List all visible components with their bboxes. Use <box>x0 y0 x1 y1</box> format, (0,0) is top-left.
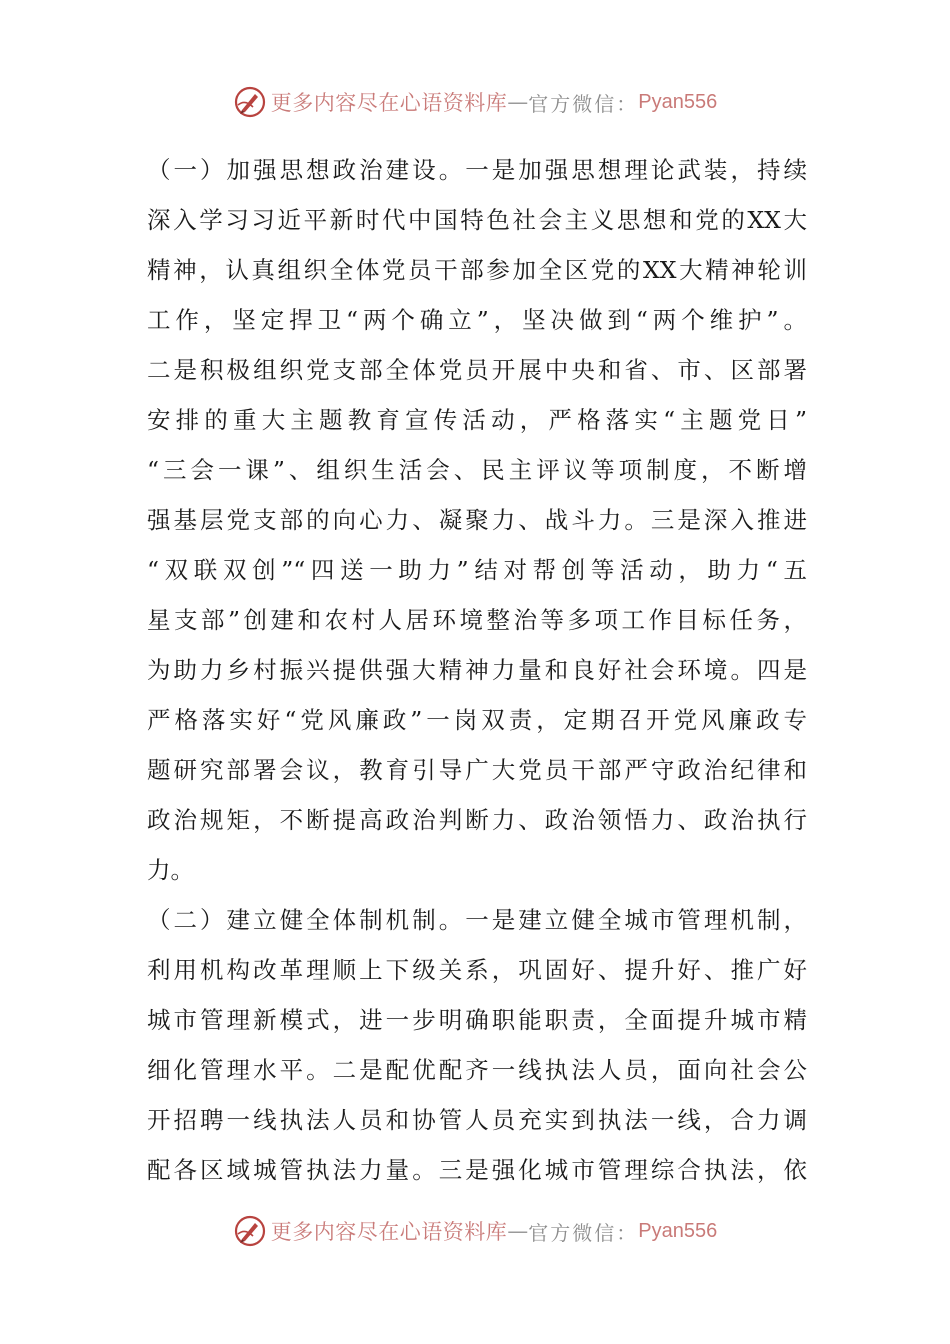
pen-logo-icon <box>233 85 267 119</box>
pen-logo-icon <box>233 1214 267 1248</box>
body-line: 配各区域城管执法力量。三是强化城市管理综合执法，依 <box>147 1156 807 1184</box>
body-line: 开招聘一线执法人员和协管人员充实到执法一线，合力调 <box>147 1106 807 1134</box>
banner-separator: — <box>507 90 529 114</box>
body-line: 细化管理水平。二是配优配齐一线执法人员，面向社会公 <box>147 1056 807 1084</box>
document-body <box>147 145 807 1195</box>
body-line: “三会一课”、组织生活会、民主评议等项制度，不断增 <box>147 456 807 484</box>
body-line: （一）加强思想政治建设。一是加强思想理论武装，持续 <box>147 156 807 184</box>
body-line: 安排的重大主题教育宣传活动，严格落实“主题党日” <box>147 406 807 434</box>
banner-wechat-label: 官方微信： <box>528 91 639 116</box>
header-banner <box>0 78 950 126</box>
banner-wechat-id: Pyan556 <box>638 90 718 113</box>
body-line: （二）建立健全体制机制。一是建立健全城市管理机制， <box>147 906 807 934</box>
banner-title: 更多内容尽在心语资料库 <box>270 1220 508 1244</box>
body-line: 政治规矩，不断提高政治判断力、政治领悟力、政治执行 <box>147 806 807 834</box>
body-line: 为助力乡村振兴提供强大精神力量和良好社会环境。四是 <box>147 656 807 684</box>
banner-wechat-id: Pyan556 <box>638 1219 718 1242</box>
body-line: 深入学习习近平新时代中国特色社会主义思想和党的XX大 <box>147 206 807 234</box>
body-line: 星支部”创建和农村人居环境整治等多项工作目标任务， <box>147 606 807 634</box>
body-line: 工作，坚定捍卫“两个确立”，坚决做到“两个维护”。 <box>147 306 807 334</box>
footer-banner <box>0 1207 950 1255</box>
body-line: 二是积极组织党支部全体党员开展中央和省、市、区部署 <box>147 356 807 384</box>
banner-separator: — <box>507 1219 529 1243</box>
banner-title: 更多内容尽在心语资料库 <box>270 91 508 115</box>
body-line: 严格落实好“党风廉政”一岗双责，定期召开党风廉政专 <box>147 706 807 734</box>
body-line: “双联双创”“四送一助力”结对帮创等活动，助力“五 <box>147 556 807 584</box>
banner-wechat-label: 官方微信： <box>528 1220 639 1245</box>
body-line: 力。 <box>147 856 194 884</box>
body-line: 利用机构改革理顺上下级关系，巩固好、提升好、推广好 <box>147 956 807 984</box>
body-line: 精神，认真组织全体党员干部参加全区党的XX大精神轮训 <box>147 256 807 284</box>
body-line: 题研究部署会议，教育引导广大党员干部严守政治纪律和 <box>147 756 807 784</box>
body-line: 城市管理新模式，进一步明确职能职责，全面提升城市精 <box>147 1006 807 1034</box>
body-line: 强基层党支部的向心力、凝聚力、战斗力。三是深入推进 <box>147 506 807 534</box>
